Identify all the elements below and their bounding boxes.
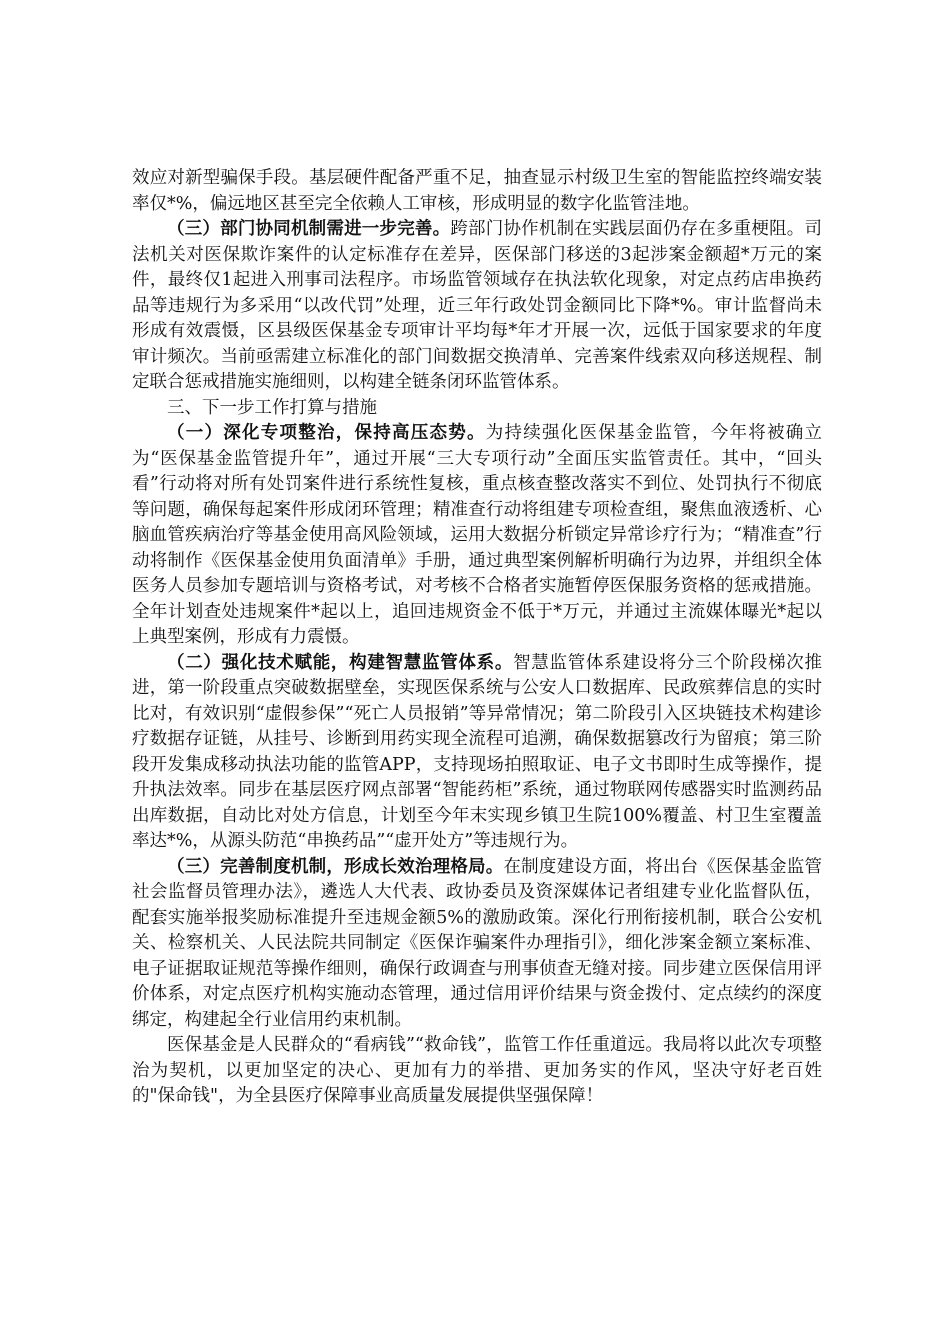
paragraph-lead: （三）完善制度机制，形成长效治理格局。 [167, 856, 504, 877]
paragraph-text: 三、下一步工作打算与措施 [167, 397, 377, 418]
document-body [132, 166, 822, 1110]
paragraph-text: 为持续强化医保基金监管，今年将被确立为“医保基金监管提升年”，通过开展“三大专项行动”全面压实监管责任。其中，“回头看”行动将对所有处罚案件进行系统性复核，重点核查整改落实不到位、处罚执行不彻底等问题，确保每起案件形成闭环管理；精准查行动将组建专项检查组，聚焦血液透析、心脑血管疾病治疗等基金使用高风险领域，运用大数据分析锁定异常诊疗行为；“精准查”行动将制作《医保基金使用负面清单》手册，通过典型案例解析明确行为边界，并组织全体医务人员参加专题培训与资格考试，对考核不合格者实施暂停医保服务资格的惩戒措施。全年计划查处违规案件*起以上，追回违规资金不低于*万元，并通过主流媒体曝光*起以上典型案例，形成有力震慑。 [132, 423, 822, 647]
paragraph-lead: （二）强化技术赋能，构建智慧监管体系。 [167, 652, 514, 673]
paragraph-institutional-mechanism [132, 855, 822, 1034]
paragraph-text: 效应对新型骗保手段。基层硬件配备严重不足，抽查显示村级卫生室的智能监控终端安装率仅*%，偏远地区甚至完全依赖人工审核，形成明显的数字化监管洼地。 [132, 168, 822, 214]
paragraph-lead: （一）深化专项整治，保持高压态势。 [167, 423, 486, 443]
paragraph-department-coordination [132, 217, 822, 396]
paragraph-special-rectification [132, 421, 822, 651]
paragraph-text: 跨部门协作机制在实践层面仍存在多重梗阻。司法机关对医保欺诈案件的认定标准存在差异，医保部门移送的3起涉案金额超*万元的案件，最终仅1起进入刑事司法程序。市场监管领域存在执法软化现象，对定点药店串换药品等违规行为多采用“以改代罚”处理，近三年行政处罚金额同比下降*%。审计监督尚未形成有效震慑，区县级医保基金专项审计平均每*年才开展一次，远低于国家要求的年度审计频次。当前亟需建立标准化的部门间数据交换清单、完善案件线索双向移送规程、制定联合惩戒措施实施细则，以构建全链条闭环监管体系。 [132, 219, 823, 392]
paragraph-lead: （三）部门协同机制需进一步完善。 [167, 219, 451, 239]
section-heading-next-steps [132, 396, 822, 422]
paragraph-text: 智慧监管体系建设将分三个阶段梯次推进，第一阶段重点突破数据壁垒，实现医保系统与公安人口数据库、民政殡葬信息的实时比对，有效识别“虚假参保”“死亡人员报销”等异常情况；第二阶段引入区块链技术构建诊疗数据存证链，从挂号、诊断到用药实现全流程可追溯，确保数据篡改行为留痕；第三阶段开发集成移动执法功能的监管APP，支持现场拍照取证、电子文书即时生成等操作，提升执法效率。同步在基层医疗网点部署“智能药柜”系统，通过物联网传感器实时监测药品出库数据，自动比对处方信息，计划至今年末实现乡镇卫生院100%覆盖、村卫生室覆盖率达*%，从源头防范“串换药品”“虚开处方”等违规行为。 [132, 652, 823, 851]
paragraph-text: 在制度建设方面，将出台《医保基金监管社会监督员管理办法》，遴选人大代表、政协委员及资深媒体记者组建专业化监督队伍，配套实施举报奖励标准提升至违规金额5%的激励政策。深化行刑衔接机制，联合公安机关、检察机关、人民法院共同制定《医保诈骗案件办理指引》，细化涉案金额立案标准、电子证据取证规范等操作细则，确保行政调查与刑事侦查无缝对接。同步建立医保信用评价体系，对定点医疗机构实施动态管理，通过信用评价结果与资金拨付、定点续约的深度绑定，构建起全行业信用约束机制。 [132, 856, 823, 1030]
paragraph-text: 医保基金是人民群众的“看病钱”“救命钱”，监管工作任重道远。我局将以此次专项整治为契机，以更加坚定的决心、更加有力的举措、更加务实的作风，坚决守好老百姓的"保命钱"，为全县医疗保障事业高质量发展提供坚强保障！ [132, 1035, 822, 1106]
paragraph-conclusion [132, 1033, 822, 1110]
paragraph-smart-supervision [132, 651, 822, 855]
paragraph-intro-continuation [132, 166, 822, 217]
